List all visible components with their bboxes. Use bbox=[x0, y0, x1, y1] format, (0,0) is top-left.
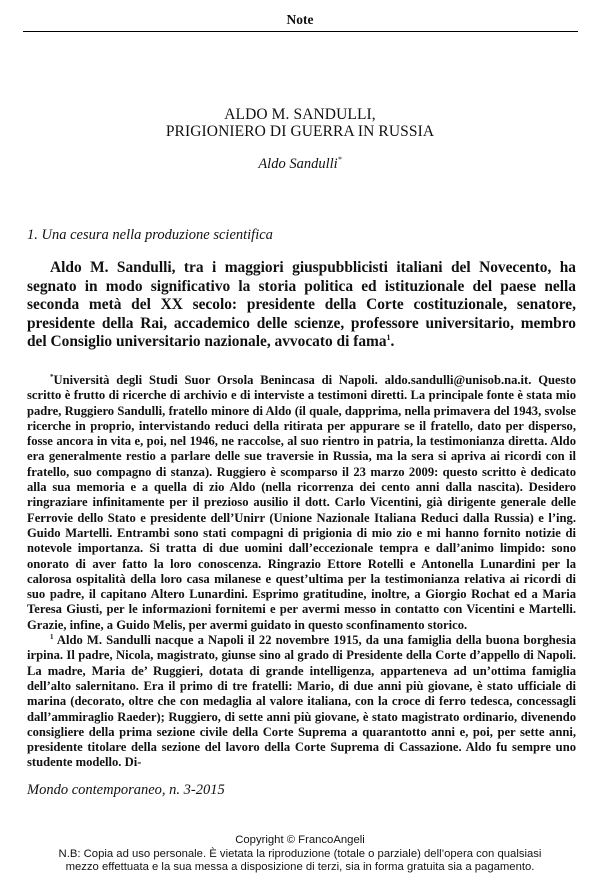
footnotes bbox=[27, 373, 576, 771]
title-line-1: ALDO M. SANDULLI, bbox=[224, 106, 376, 123]
body-text: Aldo M. Sandulli, tra i maggiori giuspubblicisti italiani del Novecento, ha segnato in modo significativo la storia politica ed istituzionale del paese nella seconda metà del XX secolo: presidente della Corte costituzionale, senatore, presidente della Rai, accademico delle scienze, professore universitario, membro del Consiglio universitario nazionale, avvocato di fama bbox=[27, 259, 576, 351]
author-name: Aldo Sandulli bbox=[258, 156, 338, 172]
footnote-text: Aldo M. Sandulli nacque a Napoli il 22 novembre 1915, da una famiglia della buona borghesia irpina. Il padre, Nicola, magistrato, giunse sino al grado di Presidente della Corte d’appello di Napoli. La madre, Maria de’ Ruggieri, dotata di grande intelligenza, apparteneva ad un’ottima famiglia dell’alto salernitano. Era il primo di tre fratelli: Mario, di due anni più giovane, è stato ufficiale di marina (decorato, oltre che con medaglia al valore italiana, con la croce di ferro tedesca, concessagli dall’ammiraglio Raeder); Ruggiero, di sette anni più giovane, è stato magistrato ordinario, divenendo consigliere della prima sezione civile della Corte Suprema a quarantotto anni e, poi, per sette anni, presidente titolare della sezione del lavoro della Corte Suprema di Cassazione. Aldo fu sempre uno studente modello. Di- bbox=[27, 633, 576, 770]
body-paragraph bbox=[27, 259, 576, 352]
copyright-line: Copyright © FrancoAngeli bbox=[235, 834, 365, 846]
footnote-author bbox=[27, 373, 576, 633]
article-title bbox=[0, 106, 600, 140]
copyright-notice bbox=[0, 834, 600, 875]
header-rule bbox=[23, 31, 578, 32]
section-heading: 1. Una cesura nella produzione scientifica bbox=[27, 227, 273, 243]
author-footnote-mark: * bbox=[337, 155, 342, 164]
body-end: . bbox=[390, 333, 395, 351]
footnote-1 bbox=[27, 633, 576, 771]
article-author bbox=[0, 155, 600, 173]
notice-line-1: N.B: Copia ad uso personale. È vietata la riproduzione (totale o parziale) dell’opera con qualsiasi bbox=[58, 847, 542, 860]
footnote-text: Università degli Studi Suor Orsola Benincasa di Napoli. aldo.sandulli@unisob.na.it. Questo scritto è frutto di ricerche di archivio e di interviste a testimoni diretti. La principale fonte è stata mio padre, Ruggiero Sandulli, fratello minore di Aldo (il quale, dapprima, nella primavera del 1943, svolse ricerche in proprio, intervistando reduci della ritirata per appurare se il fratello, dato per disperso, fosse ancora in vita e, poi, nel 1946, ne raccolse, al suo rientro in patria, la testimonianza diretta. Aldo era generalmente restio a parlare delle sue traversie in Russia, ma la sera si apriva ai ricordi con il fratello, suo compagno di stanza). Ruggiero è scomparso il 23 marzo 2009: questo scritto è dedicato alla sua memoria e a quella di zio Aldo (nella ricorrenza dei cento anni dalla nascita). Desidero ringraziare infinitamente per il prezioso ausilio il dott. Carlo Vicentini, già dirigente generale delle Ferrovie dello Stato e presidente dell’Unirr (Unione Nazionale Italiana Reduci dalla Russia) e l’ing. Guido Martelli. Entrambi sono stati compagni di prigionia di mio zio e mi hanno fornito notizie di notevole importanza. Si tratta di due uomini dall’eccezionale tempra e dall’animo limpido: sono onorato di aver fatto la loro conoscenza. Ringrazio Ettore Rotelli e Antonella Lunardini per la calorosa ospitalità della loro casa milanese e quest’ultima per la testimonianza relativa ai ricordi di suo padre, il capitano Altero Lunardini. Esprimo gratitudine, inoltre, a Giorgio Rochat ed a Maria Teresa Giusti, per le informazioni fornitemi e per avermi messo in contatto con Vicentini e Martelli. Grazie, infine, a Guido Melis, per avermi guidato in questo sconfinamento storico. bbox=[27, 373, 576, 632]
journal-citation: Mondo contemporaneo, n. 3-2015 bbox=[27, 782, 225, 798]
title-line-2: PRIGIONIERO DI GUERRA IN RUSSIA bbox=[165, 123, 435, 140]
running-head: Note bbox=[286, 12, 314, 27]
footnote-mark: * bbox=[50, 373, 54, 381]
footnote-mark: 1 bbox=[50, 633, 54, 642]
footnote-ref-1: 1 bbox=[386, 333, 391, 343]
notice-line-2: mezzo effettuata e la sua messa a disposizione di terzi, sia in forma gratuita sia a pagamento. bbox=[65, 861, 535, 873]
